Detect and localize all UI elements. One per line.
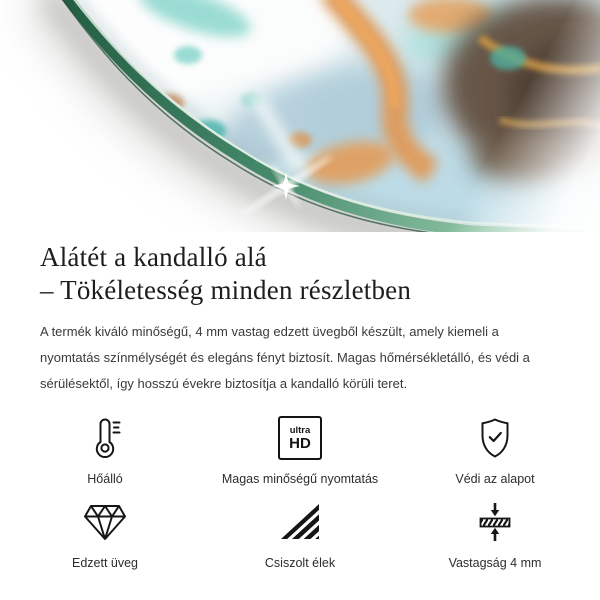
ultra-hd-icon	[278, 414, 322, 461]
feature-label: Vastagság 4 mm	[448, 556, 542, 570]
thermometer-icon	[85, 414, 125, 461]
thickness-icon	[473, 498, 517, 545]
page-title-line2: – Tökéletesség minden részletben	[40, 275, 412, 305]
shield-check-icon	[475, 414, 515, 461]
feature-grid	[0, 414, 600, 571]
feature-heat-resistant	[40, 414, 170, 487]
polished-edges-icon	[278, 498, 322, 545]
page-title-line1: Alátét a kandalló alá	[40, 242, 267, 272]
ultra-hd-icon-text-bottom: HD	[289, 434, 311, 452]
photo-fade-overlay	[0, 0, 600, 232]
ultra-hd-icon-text-top: ultra	[289, 424, 311, 436]
feature-label: Hőálló	[87, 472, 123, 486]
glass-plate-image	[0, 0, 600, 232]
diamond-icon	[83, 498, 127, 545]
product-description: A termék kiváló minőségű, 4 mm vastag edzett üvegből készült, amely kiemeli a nyomtatás színmélységét és elegáns fényt biztosít. Magas hőmérsékletálló, és védi a sérülésektől, így hosszú évekre biztosítja a kandalló körüli teret.	[40, 324, 530, 391]
feature-polished-edges	[170, 498, 430, 571]
product-info-section	[0, 241, 600, 397]
feature-label: Védi az alapot	[455, 472, 535, 486]
feature-label: Csiszolt élek	[264, 556, 336, 570]
feature-label: Magas minőségű nyomtatás	[221, 472, 379, 486]
page-title	[40, 241, 560, 307]
feature-high-quality-print	[170, 414, 430, 487]
feature-tempered-glass	[40, 498, 170, 571]
product-photo	[0, 0, 600, 232]
feature-thickness	[430, 498, 560, 571]
feature-protects-base	[430, 414, 560, 487]
feature-label: Edzett üveg	[71, 556, 138, 570]
